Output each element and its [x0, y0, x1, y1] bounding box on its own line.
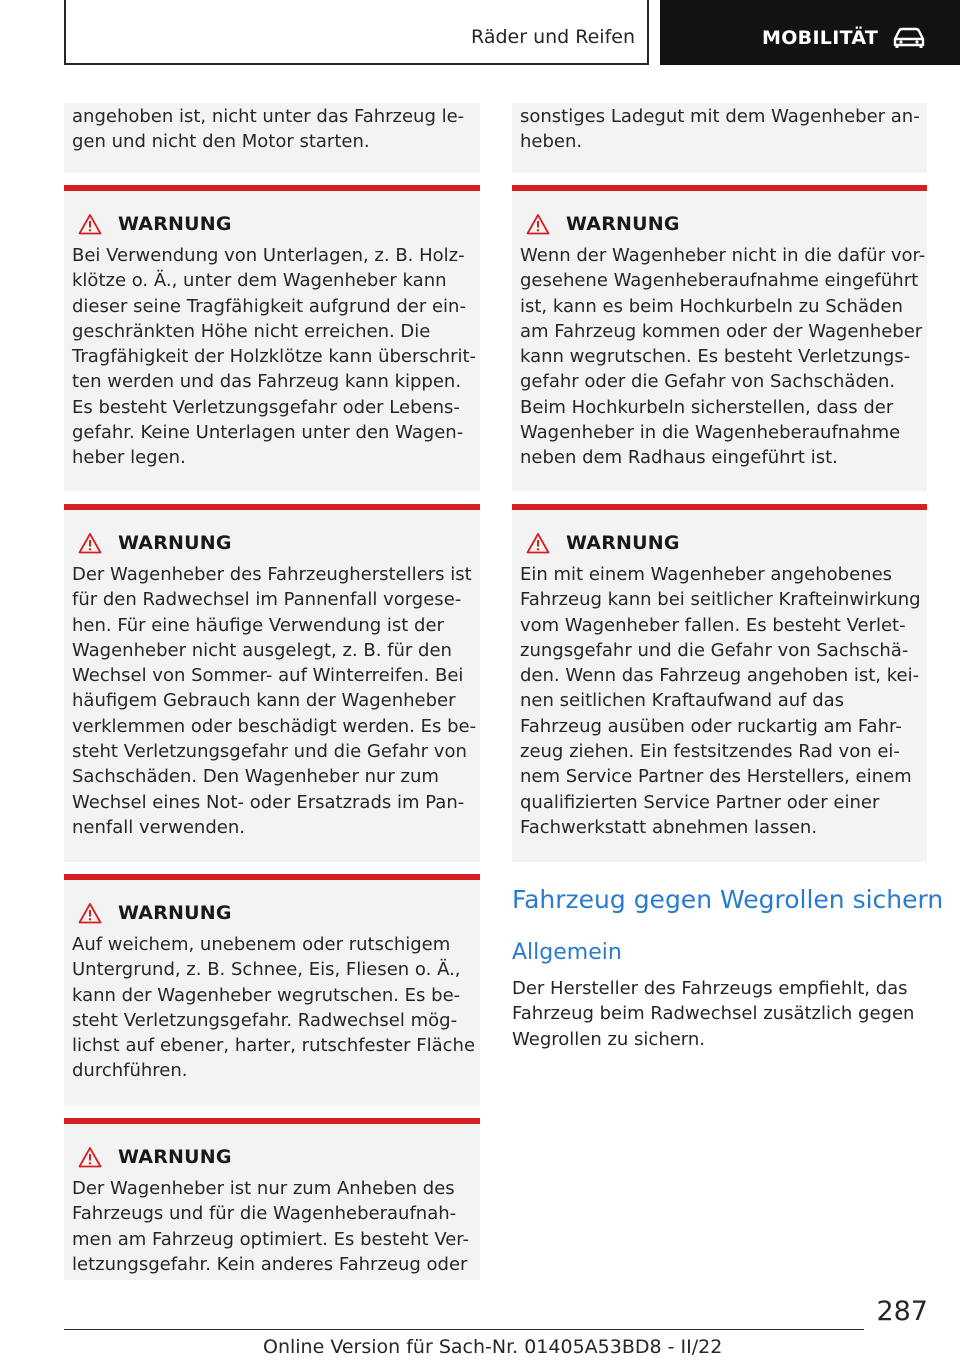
- warning-heading: [72, 900, 472, 926]
- section-title: Räder und Reifen: [471, 26, 635, 48]
- warning-text: Der Wagenheber ist nur zum Anheben des Fahrzeugs und für die Wagenheberaufnah- men am Fahrzeug optimiert. Es besteht Ver- letzungsgefahr. Kein anderes Fahrzeug oder: [72, 1178, 470, 1275]
- section-heading: Fahrzeug gegen Wegrollen sichern: [512, 885, 944, 914]
- warning-text: sonstiges Ladegut mit dem Wagenheber an- heben.: [520, 106, 920, 153]
- warning-triangle-icon: [78, 532, 102, 554]
- warning-heading: [72, 1144, 472, 1170]
- warning-heading: [72, 211, 472, 237]
- warning-box: [64, 504, 480, 862]
- warning-text: Auf weichem, unebenem oder rutschigem Untergrund, z. B. Schnee, Eis, Fliesen o. Ä., kann der Wagenheber wegrutschen. Es be- steht Verletzungsgefahr. Radwechsel mög- lichst auf ebener, harter, rutschfester Fläche durchführen.: [72, 934, 476, 1082]
- warning-heading: [72, 530, 472, 556]
- warning-label: WARNUNG: [118, 213, 232, 235]
- warning-text: angehoben ist, nicht unter das Fahrzeug le- gen und nicht den Motor starten.: [72, 106, 465, 153]
- warning-heading: [520, 211, 919, 237]
- warning-box: [64, 874, 480, 1106]
- footer-divider: [64, 1329, 864, 1330]
- subsection-heading: Allgemein: [512, 940, 622, 965]
- warning-triangle-icon: [526, 213, 550, 235]
- continued-warning-left: [64, 103, 480, 173]
- header-tab: [64, 0, 649, 65]
- car-icon: [892, 27, 926, 49]
- warning-box: [512, 185, 927, 491]
- warning-label: WARNUNG: [118, 1146, 232, 1168]
- body-paragraph: Der Hersteller des Fahrzeugs empfiehlt, das Fahrzeug beim Radwechsel zusätzlich gegen Wegrollen zu sichern.: [512, 978, 915, 1050]
- warning-label: WARNUNG: [566, 532, 680, 554]
- warning-box: [64, 1118, 480, 1280]
- warning-heading: [520, 530, 919, 556]
- warning-text: Bei Verwendung von Unterlagen, z. B. Holz- klötze o. Ä., unter dem Wagenheber kann dieser seine Tragfähigkeit aufgrund der ein- geschränkten Höhe nicht erreichen. Die Tragfähigkeit der Holzklötze kann überschrit- ten werden und das Fahrzeug kann kippen. Es besteht Verletzungsgefahr oder Lebens- gefahr. Keine Unterlagen unter den Wagen- heber legen.: [72, 245, 477, 469]
- warning-label: WARNUNG: [118, 532, 232, 554]
- warning-text: Der Wagenheber des Fahrzeugherstellers ist für den Radwechsel im Pannenfall vorgese- hen. Für eine häufige Verwendung ist der Wagenheber nicht ausgelegt, z. B. für den Wechsel von Sommer- auf Winterreifen. Bei häufigem Gebrauch kann der Wagenheber verklemmen oder beschädigt werden. Es be- steht Verletzungsgefahr und die Gefahr von Sachschäden. Den Wagenheber nur zum Wechsel eines Not- oder Ersatzrads im Pan- nenfall verwenden.: [72, 564, 477, 838]
- warning-box: [512, 504, 927, 862]
- chapter-title: MOBILITÄT: [762, 27, 879, 49]
- warning-box: [64, 185, 480, 491]
- warning-label: WARNUNG: [118, 902, 232, 924]
- warning-label: WARNUNG: [566, 213, 680, 235]
- chapter-tab: [660, 0, 960, 65]
- continued-warning-right: [512, 103, 927, 173]
- footer-text: Online Version für Sach-Nr. 01405A53BD8 - II/22: [263, 1336, 723, 1358]
- warning-text: Ein mit einem Wagenheber angehobenes Fahrzeug kann bei seitlicher Krafteinwirkung vom Wagenheber fallen. Es besteht Verlet- zungsgefahr und die Gefahr von Sachschä- den. Wenn das Fahrzeug angehoben ist, kei- nen seitlichen Kraftaufwand auf das Fahrzeug ausüben oder ruckartig am Fahr- zeug ziehen. Ein festsitzendes Rad von ei- nem Service Partner des Herstellers, einem qualifizierten Service Partner oder einer Fachwerkstatt abnehmen lassen.: [520, 564, 921, 838]
- warning-triangle-icon: [78, 213, 102, 235]
- page-number: 287: [876, 1296, 928, 1327]
- warning-text: Wenn der Wagenheber nicht in die dafür vor- gesehene Wagenheberaufnahme eingeführt ist, kann es beim Hochkurbeln zu Schäden am Fahrzeug kommen oder der Wagenheber kann wegrutschen. Es besteht Verletzungs- gefahr oder die Gefahr von Sachschäden. Beim Hochkurbeln sicherstellen, dass der Wagenheber in die Wagenheberaufnahme neben dem Radhaus eingeführt ist.: [520, 245, 926, 469]
- warning-triangle-icon: [78, 902, 102, 924]
- warning-triangle-icon: [526, 532, 550, 554]
- warning-triangle-icon: [78, 1146, 102, 1168]
